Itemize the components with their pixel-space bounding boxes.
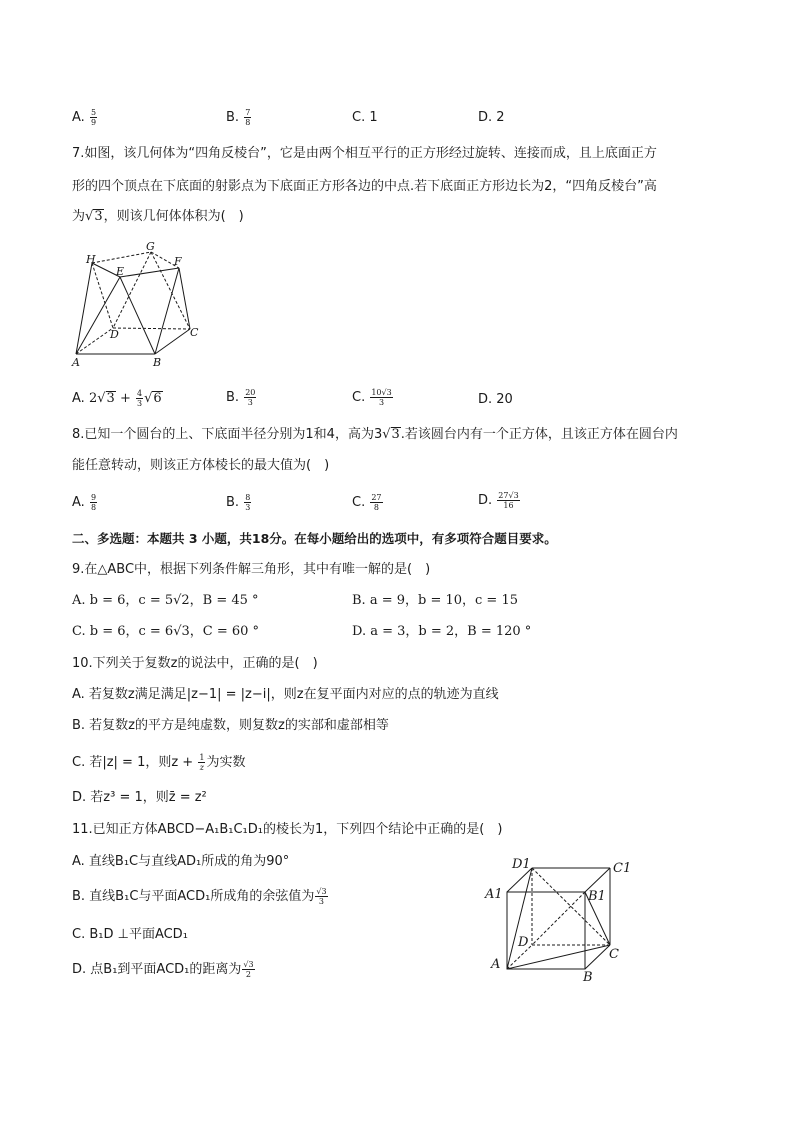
- q9-option-c: C. b = 6，c = 6√3，C = 60 °: [72, 624, 260, 639]
- q8-option-a: A. $\frac{9}{8}$: [72, 493, 97, 512]
- q7-stem-line3: 为√3，则该几何体体积为( ): [72, 209, 244, 224]
- vertex-label-a: A: [491, 957, 501, 972]
- vertex-label-f: F: [174, 255, 182, 268]
- q11-option-d: D. 点B₁到平面ACD₁的距离为 $\frac{√3}{2}$: [72, 960, 254, 979]
- fraction: $\frac{27√3}{16}$: [498, 491, 519, 510]
- fraction: $\frac{√3}{2}$: [243, 960, 254, 979]
- q11-stem: 11.已知正方体ABCD−A₁B₁C₁D₁的棱长为1，下列四个结论中正确的是( ): [72, 822, 503, 837]
- q6-option-b: B. $\frac{7}{8}$: [226, 108, 251, 127]
- fraction: $\frac{4}{3}$: [136, 389, 143, 408]
- fraction: $\frac{8}{3}$: [245, 493, 251, 512]
- vertex-label-c: C: [609, 947, 619, 962]
- vertex-label-c: C: [190, 326, 199, 339]
- q8-stem-line1: 8.已知一个圆台的上、下底面半径分别为1和4，高为3√3.若该圆台内有一个正方体，且该正方体在圆台内: [72, 427, 678, 442]
- q10-stem: 10.下列关于复数z的说法中，正确的是( ): [72, 656, 318, 671]
- q11-option-b: B. 直线B₁C与平面ACD₁所成角的余弦值为 $\frac{√3}{3}$: [72, 887, 327, 906]
- vertex-label-a1: A1: [485, 887, 503, 902]
- vertex-label-g: G: [146, 240, 155, 253]
- q9-option-b: B. a = 9，b = 10，c = 15: [352, 593, 518, 608]
- antiprism-figure: [68, 236, 208, 372]
- q11-option-c: C. B₁D ⊥平面ACD₁: [72, 927, 188, 942]
- vertex-label-h: H: [86, 253, 96, 266]
- vertex-label-c1: C1: [613, 861, 632, 876]
- q9-option-d: D. a = 3，b = 2，B = 120 °: [352, 624, 532, 639]
- vertex-label-a: A: [72, 356, 80, 369]
- vertex-label-b1: B1: [588, 889, 606, 904]
- vertex-label-b: B: [153, 356, 162, 369]
- fraction: $\frac{7}{8}$: [245, 108, 251, 127]
- section-heading: 二、多选题：本题共 3 小题，共18分。在每小题给出的选项中，有多项符合题目要求。: [72, 531, 557, 546]
- q9-option-a: A. b = 6，c = 5√2，B = 45 °: [72, 593, 259, 608]
- q7-option-b: B. $\frac{20}{3}$: [226, 388, 256, 407]
- fraction: $\frac{10√3}{3}$: [371, 388, 392, 407]
- fraction: $\frac{√3}{3}$: [316, 887, 327, 906]
- vertex-label-b: B: [583, 970, 593, 985]
- vertex-label-d: D: [110, 328, 119, 341]
- fraction: $\frac{20}{3}$: [245, 388, 256, 407]
- q7-stem-line1: 7.如图，该几何体为“四角反棱台”，它是由两个相互平行的正方形经过旋转、连接而成，且上底面正方: [72, 146, 657, 161]
- vertex-label-d: D: [518, 935, 529, 950]
- fraction: $\frac{1}{z}$: [199, 753, 205, 772]
- fraction: $\frac{27}{8}$: [371, 493, 382, 512]
- q9-stem: 9.在△ABC中，根据下列条件解三角形，其中有唯一解的是( ): [72, 562, 431, 577]
- q7-stem-line2: 形的四个顶点在下底面的射影点为下底面正方形各边的中点.若下底面正方形边长为2，“四角反棱台”高: [72, 179, 657, 194]
- fraction: $\frac{9}{8}$: [90, 493, 97, 512]
- q6-option-c: C. 1: [352, 110, 378, 125]
- q10-option-a: A. 若复数z满足满足|z−1| = |z−i|，则z在复平面内对应的点的轨迹为直线: [72, 687, 499, 702]
- fraction: $\frac{5}{9}$: [90, 108, 97, 127]
- q10-option-c: C. 若|z| = 1，则z + $\frac{1}{z}$ 为实数: [72, 753, 246, 772]
- q7-option-c: C. $\frac{10√3}{3}$: [352, 388, 392, 407]
- vertex-label-d1: D1: [512, 857, 531, 872]
- vertex-label-e: E: [116, 265, 125, 278]
- q7-option-a: A. 2√3 + $\frac{4}{3}$ √6: [72, 389, 162, 408]
- q8-stem-line2: 能任意转动，则该正方体棱长的最大值为( ): [72, 458, 330, 473]
- q7-option-d: D. 20: [478, 392, 513, 407]
- q10-option-d: D. 若z³ = 1，则z̄ = z²: [72, 790, 207, 805]
- q8-option-d: D. $\frac{27√3}{16}$: [478, 491, 519, 510]
- q11-option-a: A. 直线B₁C与直线AD₁所成的角为90°: [72, 854, 290, 869]
- q10-option-b: B. 若复数z的平方是纯虚数，则复数z的实部和虚部相等: [72, 718, 389, 733]
- q6-option-d: D. 2: [478, 110, 505, 125]
- q6-option-a: A. $\frac{5}{9}$: [72, 108, 97, 127]
- cube-figure: [482, 852, 632, 986]
- q8-option-c: C. $\frac{27}{8}$: [352, 493, 382, 512]
- q8-option-b: B. $\frac{8}{3}$: [226, 493, 251, 512]
